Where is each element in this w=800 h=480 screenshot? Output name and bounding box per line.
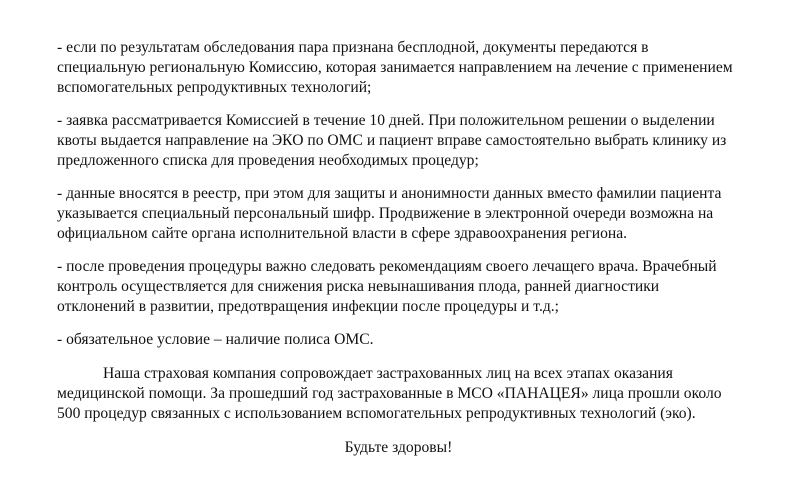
paragraph-oms-policy: - обязательное условие – наличие полиса ОМС. <box>57 331 374 348</box>
paragraph-insurance-company: Наша страховая компания сопровождает застрахованных лиц на всех этапах оказания медицинской помощи. За прошедший год застрахованные в МСО «ПАНАЦЕЯ» лица прошли около 500 процедур связанных с использованием вспомогательных репродуктивных технологий (эко). <box>57 365 722 422</box>
paragraph-after-procedure: - после проведения процедуры важно следовать рекомендациям своего лечащего врача. Врачебный контроль осуществляется для снижения риска невынашивания плода, ранней диагностики отклонений в развитии, предотвращения инфекции после процедуры и т.д.; <box>57 258 717 315</box>
paragraph-infertility-commission: - если по результатам обследования пара признана бесплодной, документы передаются в специальную региональную Комиссию, которая занимается направлением на лечение с применением вспомогательных репродуктивных технологий; <box>57 39 733 96</box>
paragraph-registry-cipher: - данные вносятся в реестр, при этом для защиты и анонимности данных вместо фамилии пациента указывается специальный персональный шифр. Продвижение в электронной очереди возможна на официальном сайте органа исполнительной власти в сфере здравоохранения региона. <box>57 185 722 242</box>
paragraph-commission-review: - заявка рассматривается Комиссией в течение 10 дней. При положительном решении о выделении квоты выдается направление на ЭКО по ОМС и пациент вправе самостоятельно выбрать клинику из предложенного списка для проведения необходимых процедур; <box>57 112 727 169</box>
closing-line: Будьте здоровы! <box>344 439 453 456</box>
